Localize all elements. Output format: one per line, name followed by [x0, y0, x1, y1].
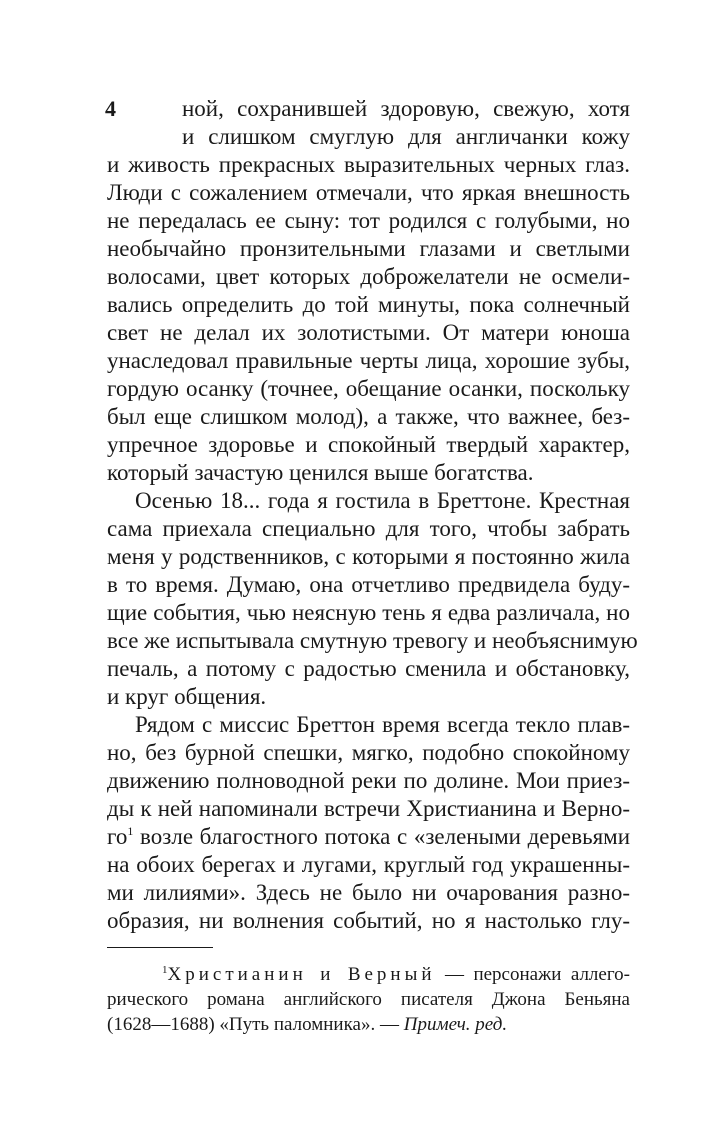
- footnote-divider: [107, 947, 213, 948]
- editor-note: Примеч. ред.: [403, 1014, 508, 1035]
- footnote-line: [107, 1012, 630, 1037]
- body-line: все же испытывала смутную тревогу и необъяснимую: [107, 628, 638, 653]
- body-line: Рядом с миссис Бреттон время всегда текло плав-: [135, 712, 630, 737]
- body-line: ды к ней напоминали встречи Христианина и Верно-: [107, 796, 630, 821]
- body-text: го: [107, 824, 128, 849]
- body-line: образия, ни волнения событий, но я настолько глу-: [107, 908, 630, 933]
- body-line: гордую осанку (точнее, обещание осанки, поскольку: [107, 376, 630, 401]
- footnote-line: рического романа английского писателя Джона Беньяна: [107, 989, 630, 1010]
- body-line: не передалась ее сыну: тот родился с голубыми, но: [107, 208, 630, 233]
- footnote-line: [162, 962, 630, 990]
- body-line-with-footnote-ref: [107, 823, 630, 854]
- body-line: который зачастую ценился выше богатства.: [107, 460, 534, 485]
- footnote-ref: 1: [127, 824, 134, 838]
- footnote-names: Христианин и Верный: [167, 964, 436, 985]
- body-line: ной, сохранившей здоровую, свежую, хотя: [182, 96, 630, 121]
- page-number: 4: [105, 96, 116, 121]
- body-line: и живость прекрасных выразительных черных глаз.: [107, 152, 630, 177]
- body-line: печаль, а потому с радостью сменила и обстановку,: [107, 656, 630, 681]
- body-text: возле благостного потока с «зелеными деревьями: [140, 824, 631, 849]
- body-line: был еще слишком молод), а также, что важнее, без-: [107, 404, 630, 429]
- body-line: необычайно пронзительными глазами и светлыми: [107, 236, 630, 261]
- body-line: ми лилиями». Здесь не было ни очарования разно-: [107, 880, 630, 905]
- body-line: на обоих берегах и лугами, круглый год украшенны-: [107, 852, 630, 877]
- body-line: свет не делал их золотистыми. От матери юноша: [107, 320, 630, 345]
- body-line: и слишком смуглую для англичанки кожу: [182, 124, 630, 149]
- footnote-text: — персонажи аллего-: [435, 964, 630, 985]
- body-line: и круг общения.: [107, 684, 267, 709]
- body-line: движению полноводной реки по долине. Мои приез-: [107, 768, 630, 793]
- footnote-marker: 1: [162, 964, 168, 976]
- body-line: вались определить до той минуты, пока солнечный: [107, 292, 630, 317]
- body-line: щие события, чью неясную тень я едва различала, но: [107, 600, 630, 625]
- body-line: меня у родственников, с которыми я постоянно жила: [107, 544, 630, 569]
- body-line: в то время. Думаю, она отчетливо предвидела буду-: [107, 572, 630, 597]
- body-line: упречное здоровье и спокойный твердый характер,: [107, 432, 630, 457]
- body-line: но, без бурной спешки, мягко, подобно спокойному: [107, 740, 630, 765]
- body-line: волосами, цвет которых доброжелатели не осмели-: [107, 264, 630, 289]
- body-line: Люди с сожалением отмечали, что яркая внешность: [107, 180, 630, 205]
- body-line: сама приехала специально для того, чтобы забрать: [107, 516, 630, 541]
- body-line: Осенью 18... года я гостила в Бреттоне. Крестная: [135, 488, 630, 513]
- footnote-text: (1628—1688) «Путь паломника». —: [107, 1014, 404, 1035]
- body-line: унаследовал правильные черты лица, хорошие зубы,: [107, 348, 630, 373]
